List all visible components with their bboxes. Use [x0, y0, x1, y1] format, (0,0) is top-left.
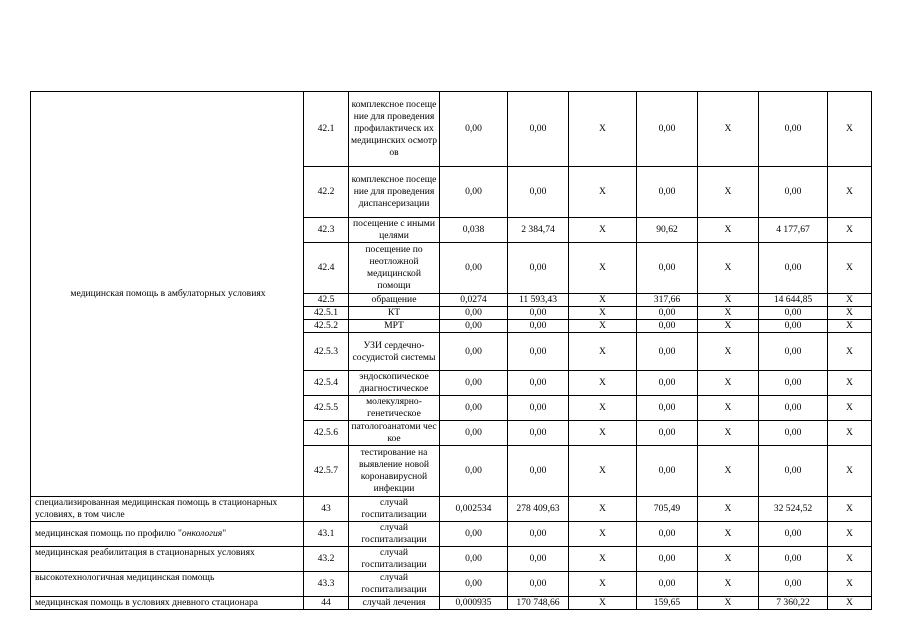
cell-c4: 0,00 — [637, 421, 698, 446]
row-code: 42.2 — [304, 167, 349, 218]
cell-c1: 0,00 — [440, 92, 508, 167]
row-unit: патологоанатоми ческое — [349, 421, 440, 446]
cell-c6: 32 524,52 — [759, 497, 828, 522]
cell-c6: 0,00 — [759, 333, 828, 371]
cell-c1: 0,00 — [440, 446, 508, 497]
cell-c4: 0,00 — [637, 333, 698, 371]
row-name-ambulatory: медицинская помощь в амбулаторных условиях — [31, 92, 304, 497]
row-unit: КТ — [349, 307, 440, 320]
cell-c1: 0,038 — [440, 218, 508, 243]
row-name: медицинская реабилитация в стационарных условиях — [31, 547, 304, 572]
row-code: 42.5 — [304, 294, 349, 307]
cell-c5: X — [698, 522, 759, 547]
row-name: специализированная медицинская помощь в стационарных условиях, в том числе — [31, 497, 304, 522]
cell-c4: 0,00 — [637, 572, 698, 597]
cell-c5: X — [698, 371, 759, 396]
cell-c5: X — [698, 243, 759, 294]
cell-c4: 90,62 — [637, 218, 698, 243]
cell-c3: X — [569, 307, 637, 320]
cell-c4: 0,00 — [637, 396, 698, 421]
cell-c2: 0,00 — [508, 320, 569, 333]
cell-c1: 0,00 — [440, 320, 508, 333]
cell-c6: 0,00 — [759, 371, 828, 396]
cell-c4: 0,00 — [637, 167, 698, 218]
row-code: 43.3 — [304, 572, 349, 597]
cell-c7: X — [828, 572, 872, 597]
cell-c3: X — [569, 396, 637, 421]
table-row — [31, 572, 872, 597]
cell-c1: 0,0274 — [440, 294, 508, 307]
row-code: 42.1 — [304, 92, 349, 167]
row-unit: комплексное посещение для проведения профилактическ их медицинских осмотров — [349, 92, 440, 167]
row-unit: молекулярно-генетическое — [349, 396, 440, 421]
cell-c1: 0,00 — [440, 396, 508, 421]
row-code: 42.5.7 — [304, 446, 349, 497]
cell-c3: X — [569, 547, 637, 572]
cell-c6: 0,00 — [759, 307, 828, 320]
cell-c4: 0,00 — [637, 547, 698, 572]
row-name-profile: онкология — [181, 528, 223, 539]
cell-c2: 0,00 — [508, 396, 569, 421]
cell-c3: X — [569, 92, 637, 167]
cell-c2: 0,00 — [508, 307, 569, 320]
table-row — [31, 92, 872, 167]
cell-c7: X — [828, 320, 872, 333]
cell-c5: X — [698, 294, 759, 307]
row-unit: тестирование на выявление новой коронавирусной инфекции — [349, 446, 440, 497]
row-unit: УЗИ сердечно-сосудистой системы — [349, 333, 440, 371]
cell-c4: 0,00 — [637, 371, 698, 396]
cell-c6: 0,00 — [759, 320, 828, 333]
row-unit: случай госпитализации — [349, 572, 440, 597]
cell-c2: 170 748,66 — [508, 597, 569, 610]
cell-c6: 4 177,67 — [759, 218, 828, 243]
row-unit: случай госпитализации — [349, 497, 440, 522]
cell-c2: 0,00 — [508, 371, 569, 396]
row-unit: обращение — [349, 294, 440, 307]
cell-c4: 0,00 — [637, 522, 698, 547]
cell-c4: 0,00 — [637, 92, 698, 167]
cell-c3: X — [569, 597, 637, 610]
cell-c5: X — [698, 167, 759, 218]
medical-care-table — [30, 91, 872, 610]
cell-c7: X — [828, 294, 872, 307]
cell-c3: X — [569, 294, 637, 307]
cell-c1: 0,002534 — [440, 497, 508, 522]
row-name-suffix: " — [222, 528, 227, 539]
cell-c6: 7 360,22 — [759, 597, 828, 610]
cell-c1: 0,00 — [440, 243, 508, 294]
cell-c7: X — [828, 371, 872, 396]
cell-c5: X — [698, 218, 759, 243]
cell-c3: X — [569, 320, 637, 333]
cell-c2: 0,00 — [508, 333, 569, 371]
cell-c7: X — [828, 597, 872, 610]
cell-c5: X — [698, 421, 759, 446]
table-row — [31, 522, 872, 547]
cell-c7: X — [828, 497, 872, 522]
cell-c3: X — [569, 243, 637, 294]
cell-c7: X — [828, 547, 872, 572]
cell-c6: 0,00 — [759, 243, 828, 294]
cell-c5: X — [698, 320, 759, 333]
cell-c2: 0,00 — [508, 92, 569, 167]
row-code: 43.1 — [304, 522, 349, 547]
cell-c5: X — [698, 446, 759, 497]
row-name: высокотехнологичная медицинская помощь — [31, 572, 304, 597]
cell-c5: X — [698, 597, 759, 610]
cell-c3: X — [569, 333, 637, 371]
row-code: 42.5.2 — [304, 320, 349, 333]
cell-c2: 2 384,74 — [508, 218, 569, 243]
row-code: 42.5.5 — [304, 396, 349, 421]
cell-c1: 0,00 — [440, 167, 508, 218]
table-row — [31, 497, 872, 522]
row-code: 42.3 — [304, 218, 349, 243]
cell-c1: 0,000935 — [440, 597, 508, 610]
cell-c1: 0,00 — [440, 307, 508, 320]
row-code: 44 — [304, 597, 349, 610]
row-code: 42.5.3 — [304, 333, 349, 371]
cell-c1: 0,00 — [440, 572, 508, 597]
row-unit: эндоскопическое диагностическое — [349, 371, 440, 396]
cell-c4: 0,00 — [637, 320, 698, 333]
row-code: 42.5.1 — [304, 307, 349, 320]
cell-c1: 0,00 — [440, 547, 508, 572]
cell-c6: 0,00 — [759, 396, 828, 421]
cell-c2: 0,00 — [508, 167, 569, 218]
cell-c2: 0,00 — [508, 243, 569, 294]
row-unit: случай госпитализации — [349, 522, 440, 547]
cell-c7: X — [828, 92, 872, 167]
row-unit: посещение по неотложной медицинской помощи — [349, 243, 440, 294]
cell-c5: X — [698, 497, 759, 522]
cell-c7: X — [828, 307, 872, 320]
cell-c7: X — [828, 218, 872, 243]
cell-c3: X — [569, 572, 637, 597]
cell-c6: 0,00 — [759, 446, 828, 497]
cell-c7: X — [828, 243, 872, 294]
cell-c2: 0,00 — [508, 522, 569, 547]
cell-c6: 0,00 — [759, 167, 828, 218]
cell-c1: 0,00 — [440, 421, 508, 446]
cell-c1: 0,00 — [440, 333, 508, 371]
cell-c5: X — [698, 396, 759, 421]
row-name: медицинская помощь в условиях дневного стационара — [31, 597, 304, 610]
row-code: 43 — [304, 497, 349, 522]
cell-c4: 317,66 — [637, 294, 698, 307]
cell-c3: X — [569, 167, 637, 218]
cell-c4: 0,00 — [637, 243, 698, 294]
cell-c3: X — [569, 497, 637, 522]
cell-c2: 11 593,43 — [508, 294, 569, 307]
cell-c6: 0,00 — [759, 421, 828, 446]
cell-c3: X — [569, 371, 637, 396]
cell-c6: 0,00 — [759, 92, 828, 167]
cell-c4: 0,00 — [637, 446, 698, 497]
cell-c4: 0,00 — [637, 307, 698, 320]
cell-c7: X — [828, 421, 872, 446]
cell-c7: X — [828, 167, 872, 218]
cell-c1: 0,00 — [440, 522, 508, 547]
cell-c3: X — [569, 421, 637, 446]
cell-c6: 0,00 — [759, 572, 828, 597]
cell-c4: 159,65 — [637, 597, 698, 610]
row-code: 42.5.6 — [304, 421, 349, 446]
row-unit: случай лечения — [349, 597, 440, 610]
cell-c2: 278 409,63 — [508, 497, 569, 522]
cell-c7: X — [828, 396, 872, 421]
cell-c2: 0,00 — [508, 446, 569, 497]
cell-c7: X — [828, 522, 872, 547]
cell-c5: X — [698, 572, 759, 597]
cell-c5: X — [698, 92, 759, 167]
row-code: 42.4 — [304, 243, 349, 294]
cell-c3: X — [569, 218, 637, 243]
cell-c2: 0,00 — [508, 572, 569, 597]
cell-c1: 0,00 — [440, 371, 508, 396]
row-unit: случай госпитализации — [349, 547, 440, 572]
cell-c4: 705,49 — [637, 497, 698, 522]
cell-c5: X — [698, 307, 759, 320]
row-unit: комплексное посещение для проведения диспансеризации — [349, 167, 440, 218]
cell-c7: X — [828, 446, 872, 497]
row-name — [31, 522, 304, 547]
cell-c2: 0,00 — [508, 547, 569, 572]
cell-c5: X — [698, 547, 759, 572]
row-name-prefix: медицинская помощь по профилю " — [35, 528, 182, 539]
table-row — [31, 547, 872, 572]
cell-c7: X — [828, 333, 872, 371]
cell-c5: X — [698, 333, 759, 371]
row-unit: МРТ — [349, 320, 440, 333]
cell-c3: X — [569, 446, 637, 497]
table-row — [31, 597, 872, 610]
cell-c2: 0,00 — [508, 421, 569, 446]
cell-c6: 0,00 — [759, 547, 828, 572]
cell-c3: X — [569, 522, 637, 547]
row-code: 43.2 — [304, 547, 349, 572]
cell-c6: 14 644,85 — [759, 294, 828, 307]
row-unit: посещение с иными целями — [349, 218, 440, 243]
cell-c6: 0,00 — [759, 522, 828, 547]
row-code: 42.5.4 — [304, 371, 349, 396]
